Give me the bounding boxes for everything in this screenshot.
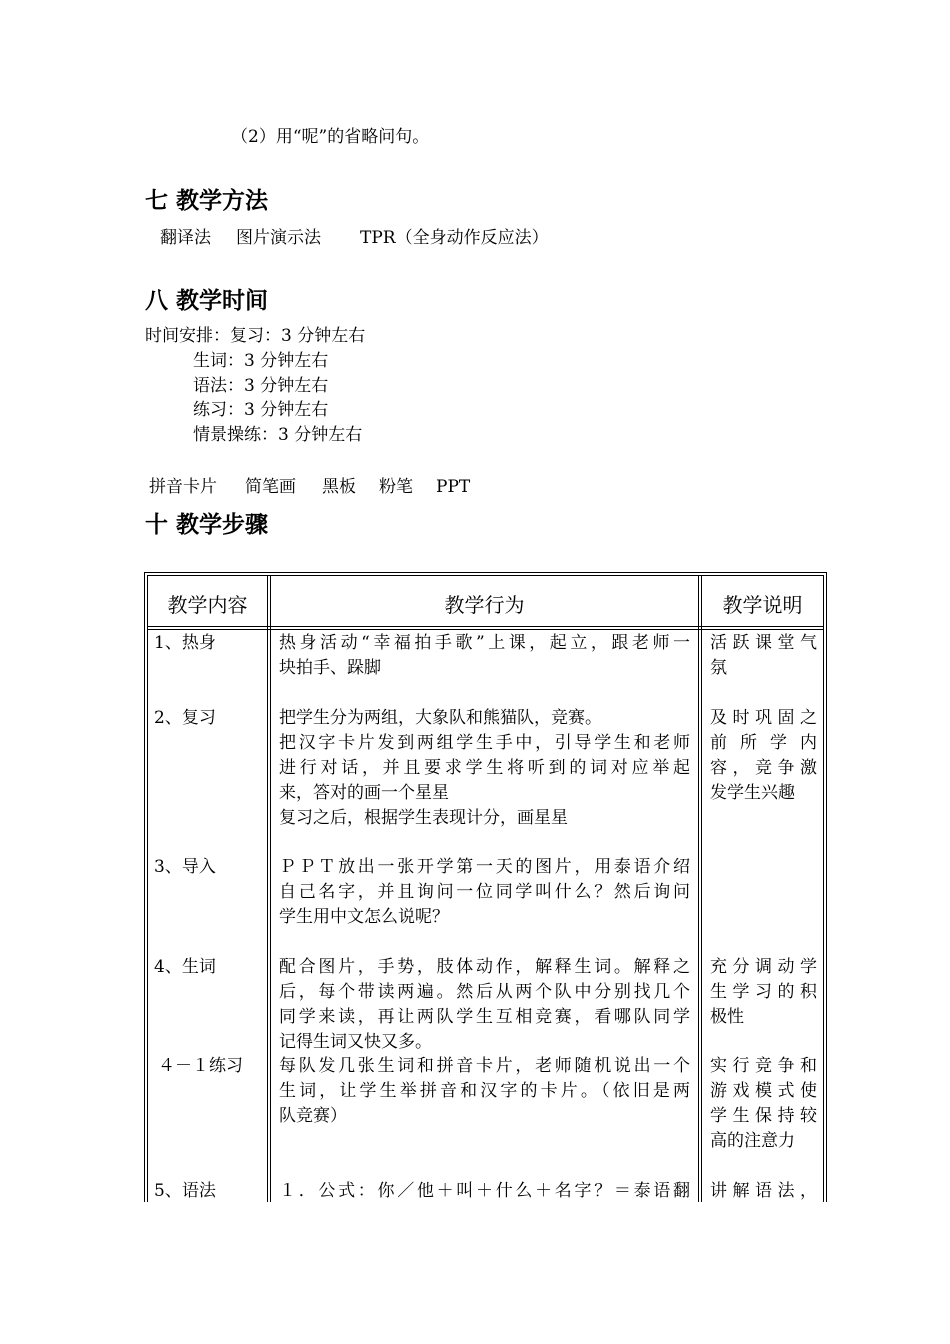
notes-vocab: 充分调动学 生学习的积 极性 (710, 957, 817, 1027)
behavior-vocab: 配合图片，手势，肢体动作，解释生词。解释之 后，每个带读两遍。然后从两个队中分别找几个 同学来读，再让两队学生互相竞赛，看哪队同学 记得生词又快又多。 (279, 957, 690, 1052)
notes-practice: 实行竞争和 游戏模式使 学生保持较 高的注意力 (710, 1056, 817, 1151)
method-3: TPR（全身动作反应法） (360, 228, 549, 248)
content-intro: 3、导入 (154, 857, 216, 877)
notes-warmup: 活跃课堂气 氛 (710, 633, 817, 678)
material-2: 简笔画 (245, 477, 296, 497)
header-notes: 教学说明 (722, 593, 803, 617)
time-line-2: 生词：3 分钟左右 (193, 351, 329, 371)
content-review: 2、复习 (154, 708, 216, 728)
section-10-title: 十 教学步骤 (145, 512, 269, 538)
content-vocab: 4、生词 (154, 957, 216, 977)
behavior-grammar: １．公式：你／他＋叫＋什么＋名字？＝泰语翻 (279, 1181, 690, 1201)
method-1: 翻译法 (160, 228, 211, 248)
section-8-title: 八 教学时间 (145, 288, 269, 314)
material-3: 黑板 (322, 477, 356, 497)
material-4: 粉笔 (379, 477, 413, 497)
content-practice: ４－１练习 (158, 1056, 243, 1076)
notes-review: 及时巩固之 前所学内 容，竞争激 发学生兴趣 (710, 708, 817, 803)
content-warmup: 1、热身 (154, 633, 216, 653)
time-line-4: 练习：3 分钟左右 (193, 400, 329, 420)
material-5: PPT (436, 477, 471, 497)
header-content: 教学内容 (167, 593, 248, 617)
notes-grammar: 讲解语法， (710, 1181, 817, 1201)
behavior-practice: 每队发几张生词和拼音卡片，老师随机说出一个 生词，让学生举拼音和汉字的卡片。（依旧是两 队竞赛） (279, 1056, 690, 1126)
behavior-warmup: 热身活动“幸福拍手歌”上课，起立，跟老师一 块拍手、跺脚 (279, 633, 690, 678)
method-2: 图片演示法 (236, 228, 321, 248)
time-line-5: 情景操练：3 分钟左右 (193, 425, 363, 445)
time-line-3: 语法：3 分钟左右 (193, 376, 329, 396)
time-line-1: 时间安排：复习：3 分钟左右 (145, 326, 366, 346)
behavior-intro: ＰＰＴ放出一张开学第一天的图片，用泰语介绍 自己名字，并且询问一位同学叫什么？然后询问 学生用中文怎么说呢？ (279, 857, 690, 927)
header-behavior: 教学行为 (444, 593, 525, 617)
content-grammar: 5、语法 (154, 1181, 216, 1201)
section-7-title: 七 教学方法 (145, 188, 269, 214)
material-1: 拼音卡片 (149, 477, 217, 497)
top-item: （2）用“呢”的省略问句。 (231, 127, 430, 147)
behavior-review: 把学生分为两组，大象队和熊猫队，竞赛。 把汉字卡片发到两组学生手中，引导学生和老师 进行对话，并且要求学生将听到的词对应举起 来，答对的画一个星星 复习之后，根据学生表现计分，画星星 (279, 708, 690, 828)
